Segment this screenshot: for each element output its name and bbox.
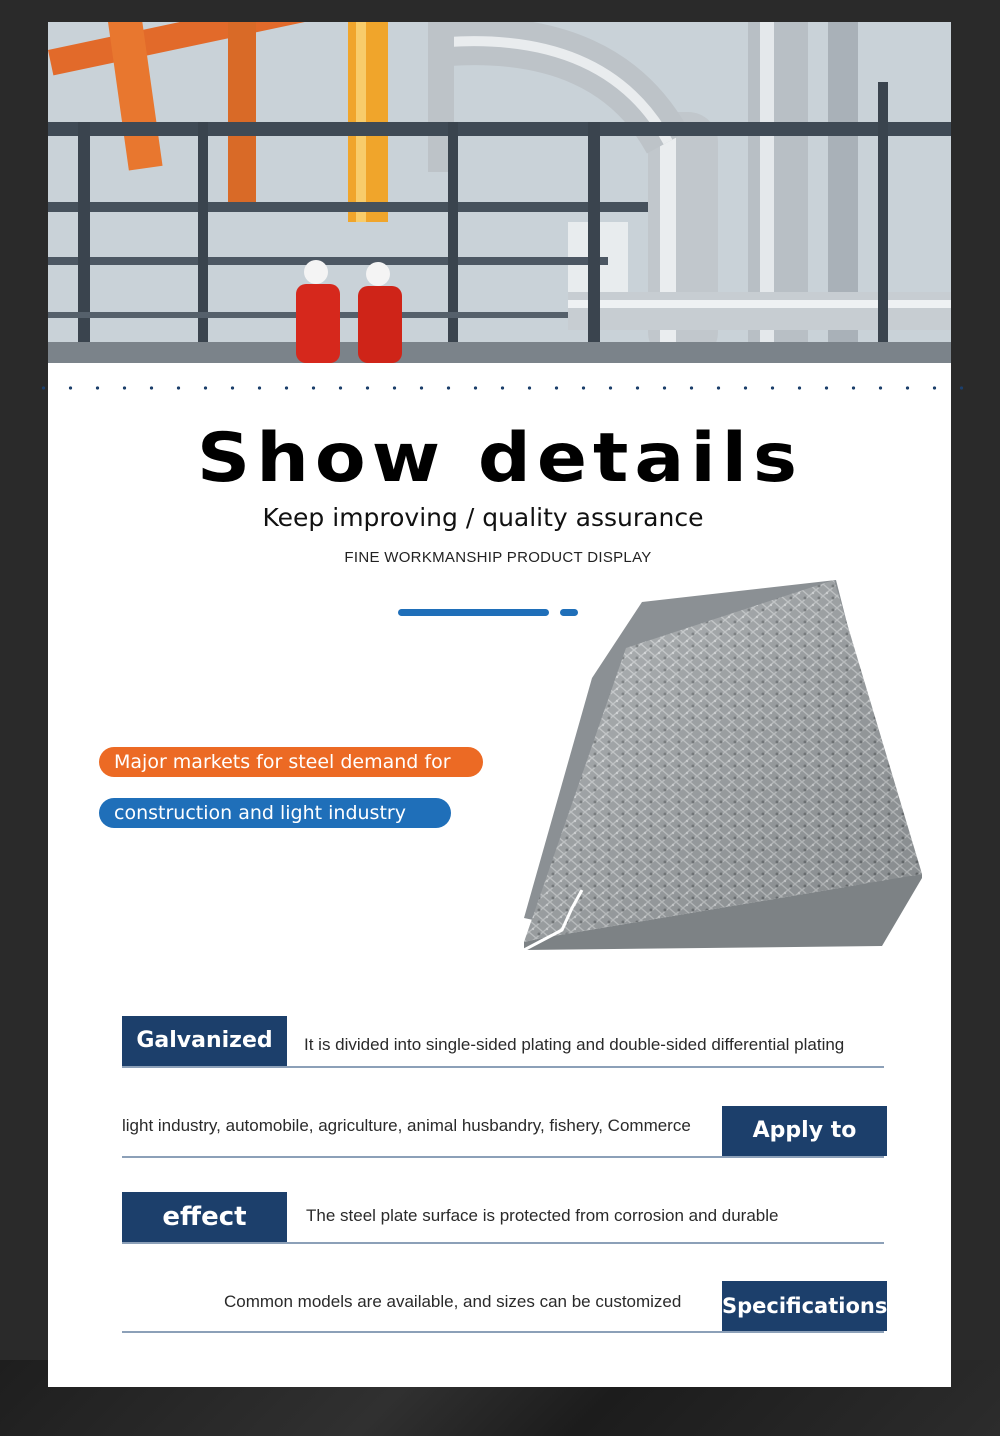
spec-text-specifications: Common models are available, and sizes can be customized <box>224 1292 682 1311</box>
page-caption: FINE WORKMANSHIP PRODUCT DISPLAY <box>344 549 652 566</box>
spec-text-galvanized: It is divided into single-sided plating and double-sided differential plating <box>304 1035 845 1054</box>
industrial-hero-image <box>48 22 951 363</box>
spec-text-effect: The steel plate surface is protected from corrosion and durable <box>306 1206 779 1225</box>
page-subtitle: Keep improving / quality assurance <box>262 503 704 532</box>
spec-label-effect: effect <box>122 1192 287 1242</box>
galvanized-steel-sheet-image <box>522 578 926 950</box>
markets-pill-orange: Major markets for steel demand for <box>99 747 483 777</box>
accent-bar-short <box>560 609 578 616</box>
spec-text-apply-to: light industry, automobile, agriculture, animal husbandry, fishery, Commerce <box>122 1116 691 1135</box>
spec-underline <box>122 1066 884 1068</box>
spec-underline <box>122 1156 884 1158</box>
content-card <box>48 22 951 1387</box>
markets-pill-blue: construction and light industry <box>99 798 451 828</box>
spec-row-galvanized <box>122 1016 887 1068</box>
dotted-divider <box>30 386 970 390</box>
spec-label-galvanized: Galvanized <box>122 1016 287 1066</box>
spec-underline <box>122 1242 884 1244</box>
spec-row-apply-to <box>122 1106 887 1158</box>
spec-label-specifications: Specifications <box>722 1281 887 1331</box>
spec-label-apply-to: Apply to <box>722 1106 887 1156</box>
spec-row-effect <box>122 1192 887 1244</box>
spec-row-specifications <box>122 1281 887 1333</box>
page-title: Show details <box>196 418 804 498</box>
spec-underline <box>122 1331 884 1333</box>
accent-bar-long <box>398 609 549 616</box>
